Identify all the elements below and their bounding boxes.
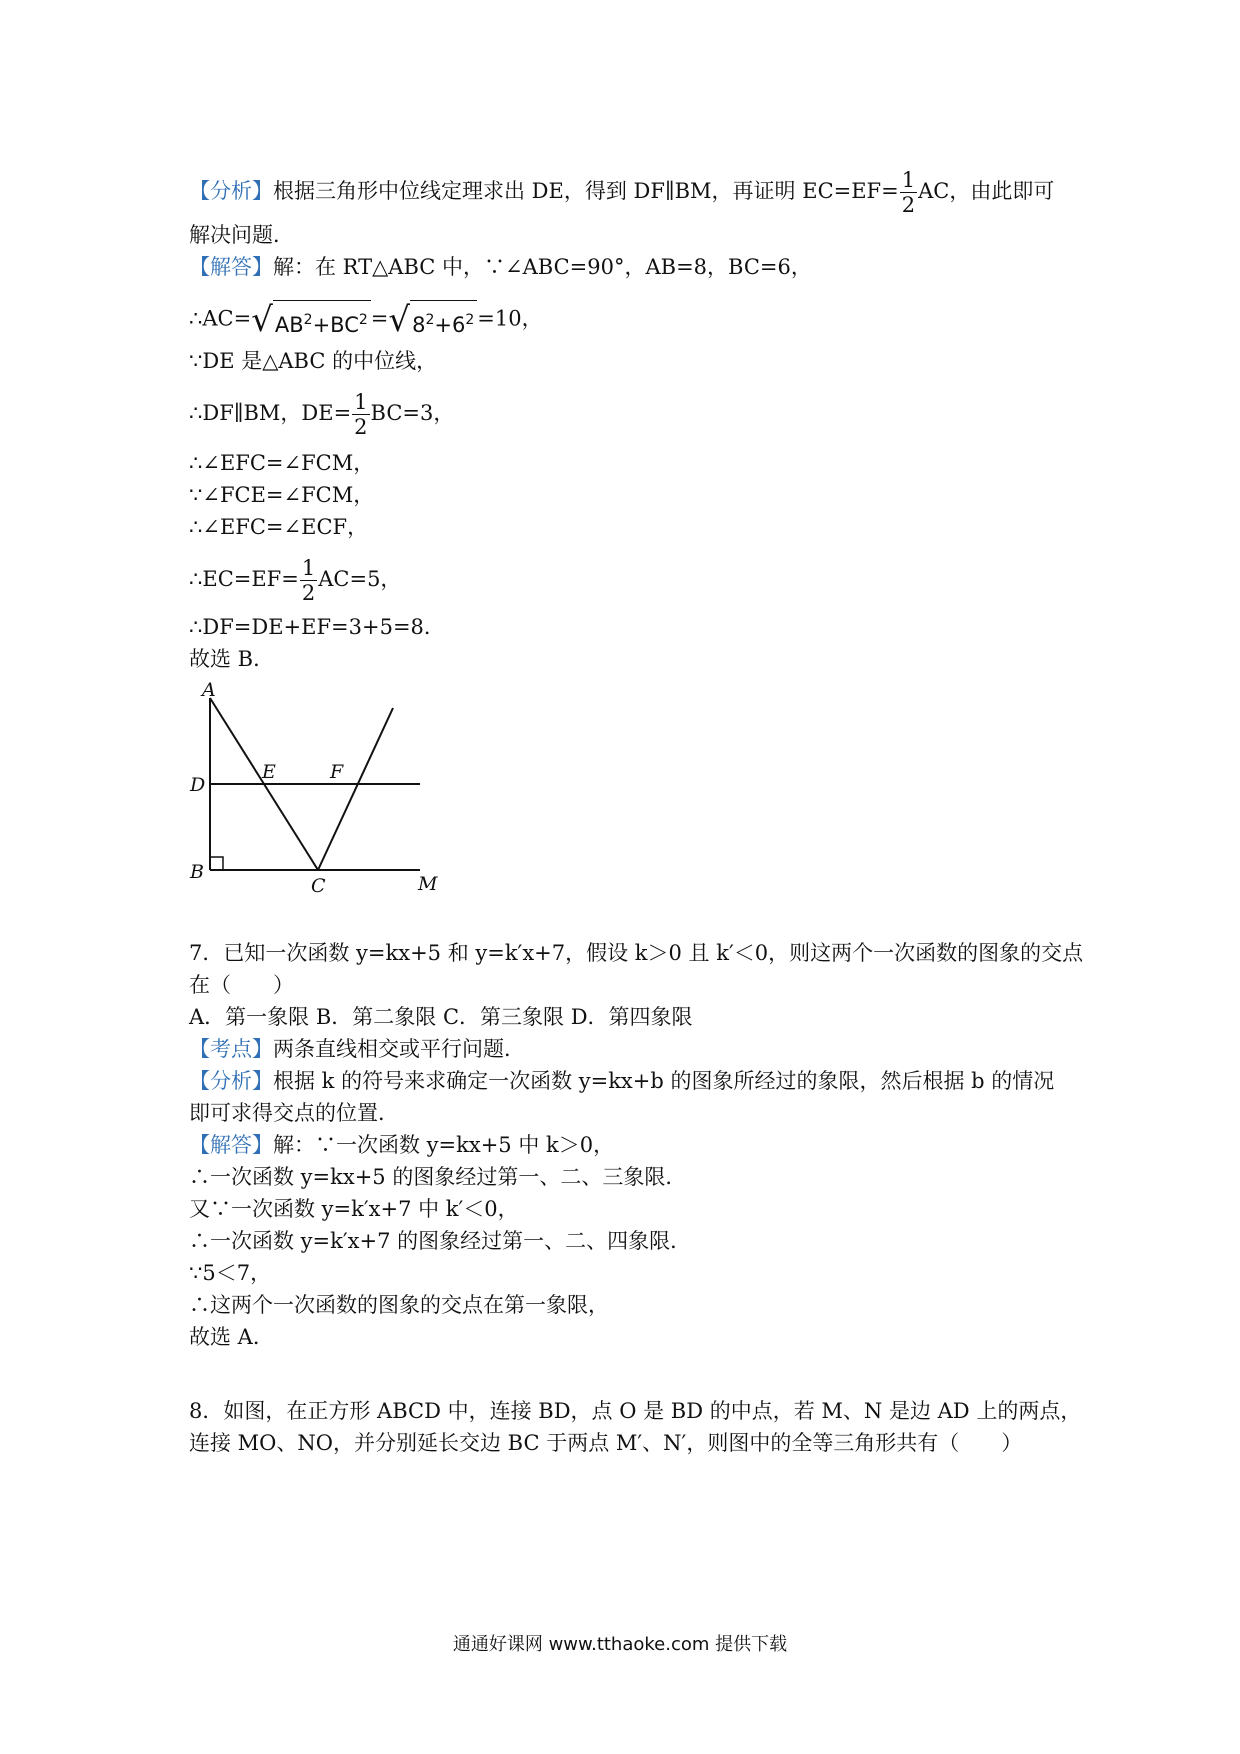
q7-stem: 7．已知一次函数 y=kx+5 和 y=k′x+7，假设 k＞0 且 k′＜0，则这两个一次函数的图象的交点 — [189, 941, 1084, 965]
sqrt-expression: $√AB^2+BC^2$ — [251, 300, 371, 340]
answer-tag: 【解答】 — [189, 255, 273, 279]
q7-step5: ∴这两个一次函数的图象的交点在第一象限， — [189, 1293, 609, 1317]
right-angle-mark — [210, 857, 223, 870]
q6-analysis-line2: 解决问题． — [189, 223, 294, 247]
label-d: D — [190, 774, 206, 796]
q6-step4: ∴∠EFC=∠FCM， — [189, 451, 375, 475]
label-f: F — [330, 761, 344, 783]
q7-point: 【考点】两条直线相交或平行问题． — [189, 1037, 525, 1061]
q7-step4: ∵5＜7， — [189, 1261, 272, 1285]
q6-step6: ∴∠EFC=∠ECF， — [189, 515, 369, 539]
q6-step2: ∵DE 是△ABC 的中位线， — [189, 349, 438, 373]
q7-choice: 故选 A． — [189, 1325, 274, 1349]
q7-step2: 又∵一次函数 y=k′x+7 中 k′＜0， — [189, 1197, 519, 1221]
label-c: C — [311, 875, 326, 897]
geometry-figure — [180, 680, 450, 905]
ray-cf — [318, 708, 393, 870]
q8-stem-line2: 连接 MO、NO，并分别延长交边 BC 于两点 M′、N′，则图中的全等三角形共有（ ） — [189, 1431, 1023, 1455]
q6-answer: 【解答】解：在 RT△ABC 中，∵∠ABC=90°，AB=8，BC=6， — [189, 255, 812, 279]
q7-options: A．第一象限 B．第二象限 C．第三象限 D．第四象限 — [189, 1005, 693, 1029]
analysis-tag: 【分析】 — [189, 1069, 273, 1093]
q6-step1: $\therefore AC=√AB^2+BC^2 =√8^2+6^2 =10$， — [189, 300, 543, 340]
q6-step3: ∴DF∥BM，DE= $\frac{1}{2}$ BC=3， — [189, 390, 455, 439]
label-m: M — [418, 873, 438, 895]
label-a: A — [202, 680, 216, 701]
label-b: B — [190, 861, 204, 883]
q6-step7: ∴EC=EF= $\frac{1}{2}$ AC=5， — [189, 556, 402, 605]
q8-stem: 8．如图，在正方形 ABCD 中，连接 BD，点 O 是 BD 的中点，若 M、N 是边 AD 上的两点， — [189, 1399, 1082, 1423]
q7-step3: ∴一次函数 y=k′x+7 的图象经过第一、二、四象限． — [189, 1229, 692, 1253]
q7-answer: 【解答】解：∵一次函数 y=kx+5 中 k＞0， — [189, 1133, 615, 1157]
q6-choice: 故选 B． — [189, 647, 275, 671]
point-tag: 【考点】 — [189, 1037, 273, 1061]
q6-step8: ∴DF=DE+EF=3+5=8． — [189, 615, 445, 639]
fraction-half: $\frac{1}{2}$ — [901, 168, 916, 217]
q6-analysis: 【分析】根据三角形中位线定理求出 DE，得到 DF∥BM，再证明 EC=EF= $\frac{1}{2}$ AC，由此即可 — [189, 168, 1055, 217]
q7-analysis: 【分析】根据 k 的符号来求确定一次函数 y=kx+b 的图象所经过的象限，然后根据 b 的情况 — [189, 1069, 1055, 1093]
label-e: E — [262, 761, 276, 783]
page-footer: 通通好课网 www.tthaoke.com 提供下载 — [452, 1634, 788, 1655]
q7-step1: ∴一次函数 y=kx+5 的图象经过第一、二、三象限． — [189, 1165, 687, 1189]
fraction-half: $\frac{1}{2}$ — [301, 556, 316, 605]
fraction-half: $\frac{1}{2}$ — [354, 390, 368, 439]
q7-stem-line2: 在（ ） — [189, 973, 294, 997]
analysis-tag: 【分析】 — [189, 179, 273, 203]
q6-step5: ∵∠FCE=∠FCM， — [189, 483, 375, 507]
sqrt-expression: $√8^2+6^2$ — [388, 300, 477, 340]
answer-tag: 【解答】 — [189, 1133, 273, 1157]
q7-analysis-line2: 即可求得交点的位置． — [189, 1101, 399, 1125]
